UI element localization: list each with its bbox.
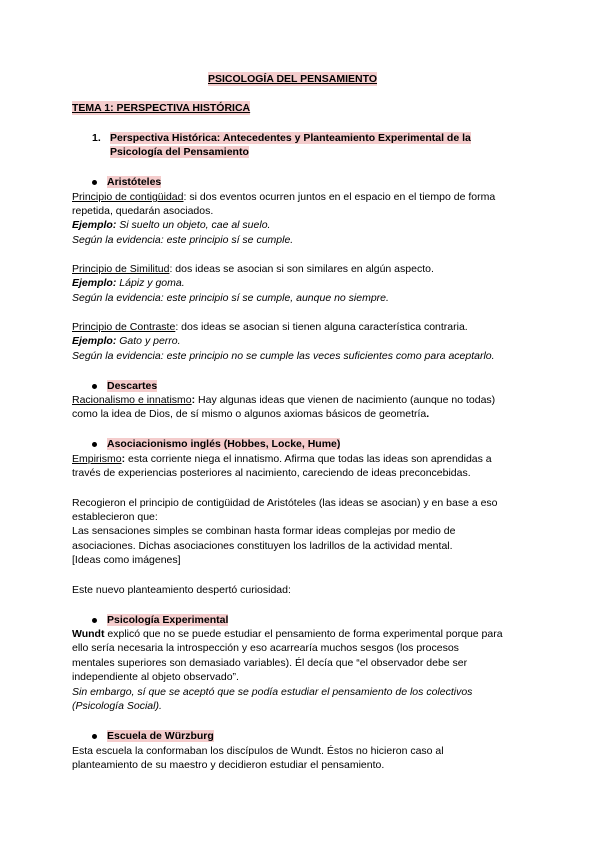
heading-text: Aristóteles [107, 176, 162, 188]
example-text: Lápiz y goma. [116, 277, 185, 289]
text: : dos ideas se asocian si son similares en algún aspecto. [169, 263, 434, 275]
experimental-line-6: (Psicología Social). [72, 700, 162, 712]
heading-text: Psicología Experimental [107, 614, 229, 626]
text: explicó que no se puede estudiar el pensamiento de forma experimental porque para [104, 628, 503, 640]
wurzburg-line-1: Esta escuela la conformaban los discípulos de Wundt. Éstos no hicieron caso al [72, 745, 444, 757]
name-wundt: Wundt [72, 628, 105, 640]
colon: : [191, 394, 196, 406]
bullet-icon [92, 442, 97, 447]
example-label: Ejemplo: [72, 219, 117, 231]
heading-text: Escuela de Würzburg [107, 730, 214, 742]
term-racionalismo: Racionalismo e innatismo [72, 394, 192, 406]
bullet-heading-experimental [92, 613, 228, 627]
section-number: 1. [92, 132, 101, 144]
text: : si dos eventos ocurren juntos en el espacio en el tiempo de forma [183, 191, 496, 203]
similitud-example [72, 276, 185, 290]
bullet-heading-wurzburg [92, 729, 214, 743]
section-title-line-1: Perspectiva Histórica: Antecedentes y Planteamiento Experimental de la [110, 132, 471, 144]
term-empirismo: Empirismo [72, 453, 122, 465]
heading-text: Asociacionismo inglés (Hobbes, Locke, Hume) [107, 438, 341, 450]
contiguidad-line-2: repetida, quedarán asociados. [72, 205, 214, 217]
example-label: Ejemplo: [72, 335, 117, 347]
asociacionismo-p2-line-5: [Ideas como imágenes] [72, 554, 181, 566]
contiguidad-line-1 [72, 190, 495, 204]
contraste-line-1 [72, 320, 468, 334]
bullet-icon [92, 180, 97, 185]
experimental-line-5: Sin embargo, sí que se aceptó que se podía estudiar el pensamiento de los colectivos [72, 686, 473, 698]
asociacionismo-p2-line-4: asociaciones. Dichas asociaciones constituyen los ladrillos de la actividad mental. [72, 540, 453, 552]
term-contiguidad: Principio de contigüidad [72, 191, 184, 203]
text: como la idea de Dios, de sí mismo o algunos axiomas básicos de geometría [72, 408, 427, 420]
bullet-icon [92, 384, 97, 389]
bullet-heading-asociacionismo [92, 437, 340, 451]
empirismo-line-1 [72, 452, 492, 466]
document-title: PSICOLOGÍA DEL PENSAMIENTO [208, 73, 377, 85]
period: . [426, 408, 430, 420]
asociacionismo-p2-line-1: Recogieron el principio de contigüidad de Aristóteles (las ideas se asocian) y en base a eso [72, 497, 498, 509]
text: Hay algunas ideas que vienen de nacimiento (aunque no todas) [195, 394, 496, 406]
example-text: Gato y perro. [116, 335, 181, 347]
experimental-line-1 [72, 627, 503, 641]
contraste-evidence: Según la evidencia: este principio no se cumple las veces suficientes como para aceptarlo. [72, 350, 495, 362]
experimental-line-3: mentales superiores son demasiado variables). Él decía que “el observador debe ser [72, 657, 468, 669]
descartes-line-1 [72, 393, 495, 407]
text: esta corriente niega el innatismo. Afirma que todas las ideas son aprendidas a [125, 453, 492, 465]
contraste-example [72, 334, 181, 348]
experimental-line-4: independiente al objeto observado”. [72, 671, 239, 683]
asociacionismo-p2-line-3: Las sensaciones simples se combinan hasta formar ideas complejas por medio de [72, 525, 456, 537]
bullet-heading-aristoteles [92, 175, 161, 189]
colon: : [121, 453, 126, 465]
term-contraste: Principio de Contraste [72, 321, 176, 333]
text: : dos ideas se asocian si tienen alguna característica contraria. [175, 321, 468, 333]
similitud-evidence: Según la evidencia: este principio sí se cumple, aunque no siempre. [72, 292, 389, 304]
wurzburg-line-2: planteamiento de su maestro y decidieron estudiar el pensamiento. [72, 759, 385, 771]
asociacionismo-p3: Este nuevo planteamiento despertó curiosidad: [72, 584, 291, 596]
contiguidad-evidence: Según la evidencia: este principio sí se cumple. [72, 234, 294, 246]
term-similitud: Principio de Similitud [72, 263, 170, 275]
bullet-icon [92, 734, 97, 739]
tema-heading: TEMA 1: PERSPECTIVA HISTÓRICA [72, 102, 251, 114]
section-heading [92, 131, 471, 145]
section-title-line-2: Psicología del Pensamiento [110, 146, 249, 158]
bullet-heading-descartes [92, 379, 157, 393]
example-text: Si suelto un objeto, cae al suelo. [116, 219, 271, 231]
example-label: Ejemplo: [72, 277, 117, 289]
empirismo-line-2: través de experiencias posteriores al nacimiento, careciendo de ideas preconcebidas. [72, 467, 471, 479]
bullet-icon [92, 618, 97, 623]
heading-text: Descartes [107, 380, 158, 392]
similitud-line-1 [72, 262, 434, 276]
experimental-line-2: ello sería necesaria la introspección y eso acarrearía muchos sesgos (los procesos [72, 642, 459, 654]
asociacionismo-p2-line-2: establecieron que: [72, 511, 158, 523]
contiguidad-example [72, 218, 270, 232]
descartes-line-2 [72, 407, 429, 421]
section-heading-line-2 [110, 145, 249, 159]
